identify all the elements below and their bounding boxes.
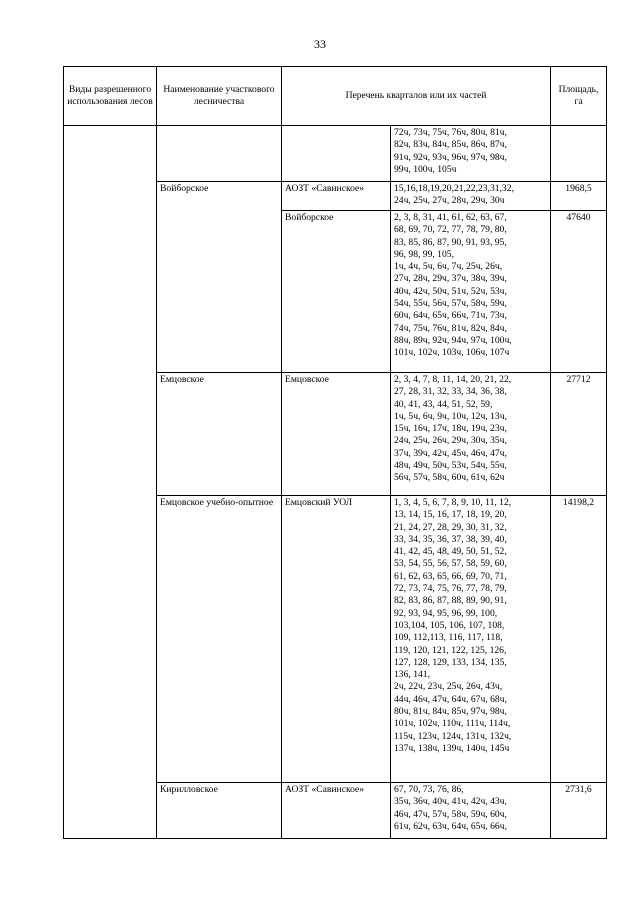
header-quarters-list: Перечень кварталов или их частей [282,67,551,126]
quarters-cell: 1, 3, 4, 5, 6, 7, 8, 9, 10, 11, 12, 13, 14, 15, 16, 17, 18, 19, 20, 21, 24, 27, 28, 29, 30, 31, 32, 33, 34, 35, 36, 37, 38, 39, 40, 41, 42, 45, 48, 49, 50, 51, 52, 53, 54, 55, 56, 57, 58, 59, 60, 61, 62, 63, 65, 66, 69, 70, 71, 72, 73, 74, 75, 76, 77, 78, 79, 82, 83, 86, 87, 88, 89, 90, 91, 92, 93, 94, 95, 96, 99, 100, 103,104, 105, 106, 107, 108, 109, 112,113, 116, 117, 118, 119, 120, 121, 122, 125, 126, 127, 128, 129, 133, 134, 135, 136, 141, 2ч, 22ч, 23ч, 25ч, 26ч, 43ч, 44ч, 46ч, 47ч, 64ч, 67ч, 68ч, 80ч, 81ч, 84ч, 85ч, 97ч, 98ч, 101ч, 102ч, 110ч, 111ч, 114ч, 115ч, 123ч, 124ч, 131ч, 132ч, 137ч, 138ч, 139ч, 140ч, 145ч [391,496,551,783]
sub-forestry-cell: Войборское [282,211,391,373]
forestry-cell [157,126,282,182]
use-type-cell [64,126,157,839]
area-cell: 27712 [551,373,607,496]
table-header-row [64,67,607,126]
quarters-cell: 2, 3, 4, 7, 8, 11, 14, 20, 21, 22, 27, 28, 31, 32, 33, 34, 36, 38, 40, 41, 43, 44, 51, 52, 59, 1ч, 5ч, 6ч, 9ч, 10ч, 12ч, 13ч, 15ч, 16ч, 17ч, 18ч, 19ч, 23ч, 24ч, 25ч, 26ч, 29ч, 30ч, 35ч, 37ч, 39ч, 42ч, 45ч, 46ч, 47ч, 48ч, 49ч, 50ч, 53ч, 54ч, 55ч, 56ч, 57ч, 58ч, 60ч, 61ч, 62ч [391,373,551,496]
sub-forestry-cell: АОЗТ «Савинское» [282,783,391,839]
quarters-cell: 15,16,18,19,20,21,22,23,31,32, 24ч, 25ч, 27ч, 28ч, 29ч, 30ч [391,182,551,211]
forest-quarters-table [63,66,607,839]
area-cell [551,126,607,182]
header-use-types: Виды разрешенного использования лесов [64,67,157,126]
area-cell: 1968,5 [551,182,607,211]
forestry-cell: Кирилловское [157,783,282,839]
sub-forestry-cell [282,126,391,182]
quarters-cell: 2, 3, 8, 31, 41, 61, 62, 63, 67, 68, 69, 70, 72, 77, 78, 79, 80, 83, 85, 86, 87, 90, 91, 93, 95, 96, 98, 99, 105, 1ч, 4ч, 5ч, 6ч, 7ч, 25ч, 26ч, 27ч, 28ч, 29ч, 37ч, 38ч, 39ч, 40ч, 42ч, 50ч, 51ч, 52ч, 53ч, 54ч, 55ч, 56ч, 57ч, 58ч, 59ч, 60ч, 64ч, 65ч, 66ч, 71ч, 73ч, 74ч, 75ч, 76ч, 81ч, 82ч, 84ч, 88ч, 89ч, 92ч, 94ч, 97ч, 100ч, 101ч, 102ч, 103ч, 106ч, 107ч [391,211,551,373]
area-cell: 47640 [551,211,607,373]
area-cell: 2731,6 [551,783,607,839]
quarters-cell: 67, 70, 73, 76, 86, 35ч, 36ч, 40ч, 41ч, 42ч, 43ч, 46ч, 47ч, 57ч, 58ч, 59ч, 60ч, 61ч, 62ч, 63ч, 64ч, 65ч, 66ч, [391,783,551,839]
quarters-cell: 72ч, 73ч, 75ч, 76ч, 80ч, 81ч, 82ч, 83ч, 84ч, 85ч, 86ч, 87ч, 91ч, 92ч, 93ч, 96ч, 97ч, 98ч, 99ч, 100ч, 105ч [391,126,551,182]
sub-forestry-cell: АОЗТ «Савинское» [282,182,391,211]
header-forestry-name: Наименование участкового лесничества [157,67,282,126]
page-number: 33 [314,37,326,51]
area-cell: 14198,2 [551,496,607,783]
sub-forestry-cell: Емцовское [282,373,391,496]
header-area: Площадь, га [551,67,607,126]
table-row [64,126,607,182]
sub-forestry-cell: Емцовский УОЛ [282,496,391,783]
forestry-cell: Войборское [157,182,282,373]
forestry-cell: Емцовское учебно-опытное [157,496,282,783]
forestry-cell: Емцовское [157,373,282,496]
